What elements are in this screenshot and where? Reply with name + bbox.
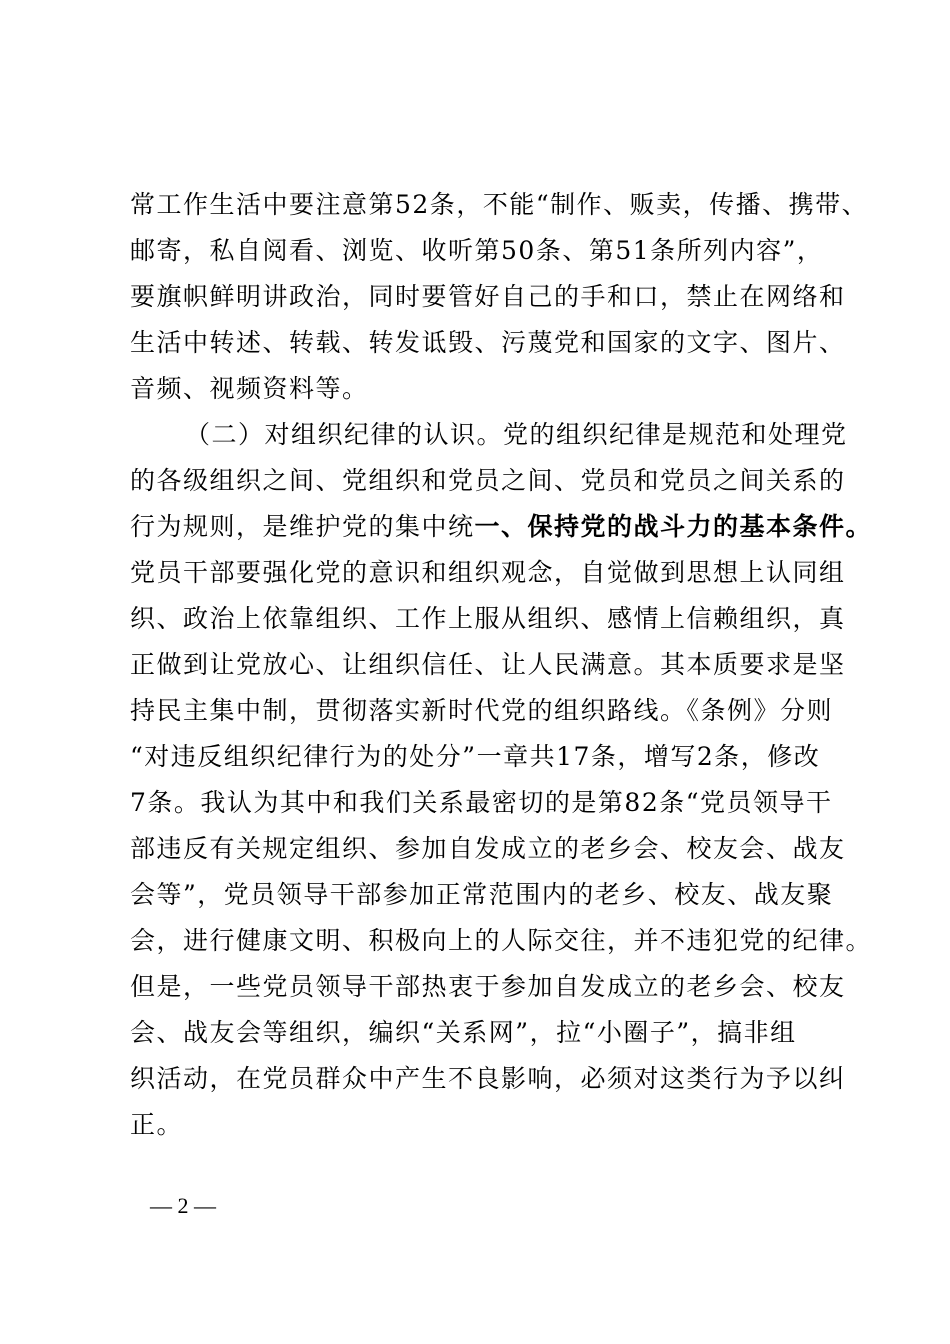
text-bold: 一、保持党的战斗力的基本条件。 — [474, 512, 873, 541]
text-line: 党员干部要强化党的意识和组织观念，自觉做到思想上认同组 — [130, 558, 846, 587]
text-line: 会，进行健康文明、积极向上的人际交往，并不违犯党的纪律。 — [130, 926, 873, 955]
text-line: 常工作生活中要注意第52条，不能“制作、贩卖，传播、携带、 — [130, 190, 869, 219]
section-heading-line: （二）对组织纪律的认识。党的组织纪律是规范和处理党 — [185, 420, 848, 449]
text-line: 会等”，党员领导干部参加正常范围内的老乡、校友、战友聚 — [130, 880, 834, 909]
text-line: 织活动，在党员群众中产生不良影响，必须对这类行为予以纠 — [130, 1064, 846, 1093]
text-line: “对违反组织纪律行为的处分”一章共17条，增写2条，修改 — [130, 742, 821, 771]
text-line: 会、战友会等组织，编织“关系网”，拉“小圈子”，搞非组 — [130, 1018, 797, 1047]
text-line: 正。 — [130, 1110, 184, 1139]
text-line: 但是，一些党员领导干部热衷于参加自发成立的老乡会、校友 — [130, 972, 846, 1001]
text-line: 生活中转述、转载、转发诋毁、污蔑党和国家的文字、图片、 — [130, 328, 846, 357]
text-line: 7条。我认为其中和我们关系最密切的是第82条“党员领导干 — [130, 788, 833, 817]
text-normal: 行为规则，是维护党的集中统 — [130, 512, 475, 541]
text-line: 要旗帜鲜明讲政治，同时要管好自己的手和口，禁止在网络和 — [130, 282, 846, 311]
mixed-text-line — [130, 512, 873, 542]
text-line: 邮寄，私自阅看、浏览、收听第50条、第51条所列内容”， — [130, 236, 824, 265]
text-line: 织、政治上依靠组织、工作上服从组织、感情上信赖组织，真 — [130, 604, 846, 633]
page-number: — 2 — — [150, 1193, 216, 1218]
text-line: 音频、视频资料等。 — [130, 374, 369, 403]
text-line: 的各级组织之间、党组织和党员之间、党员和党员之间关系的 — [130, 466, 846, 495]
text-line: 正做到让党放心、让组织信任、让人民满意。其本质要求是坚 — [130, 650, 846, 679]
text-line: 持民主集中制，贯彻落实新时代党的组织路线。《条例》分则 — [130, 696, 834, 725]
text-line: 部违反有关规定组织、参加自发成立的老乡会、校友会、战友 — [130, 834, 846, 863]
